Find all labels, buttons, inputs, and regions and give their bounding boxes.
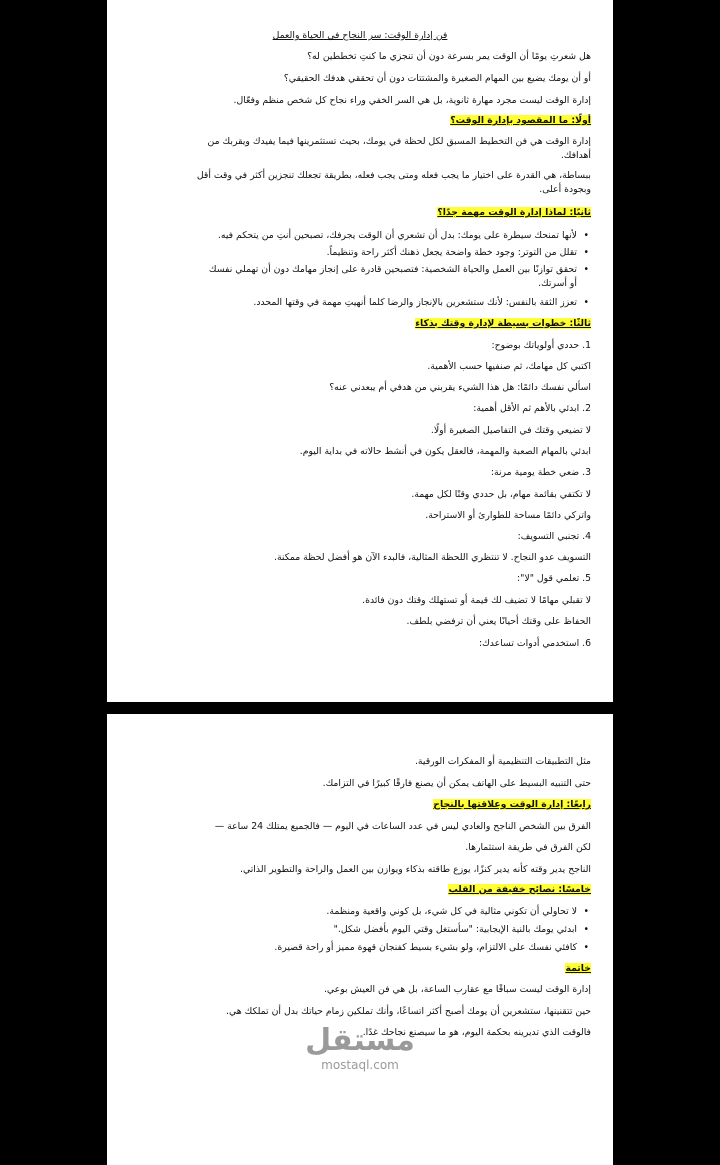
tip-bullet: • كافئي نفسك على الالتزام، ولو بشيء بسيط كفنجان قهوة مميز أو راحة قصيرة. — [129, 942, 591, 954]
why-bullet: • لأنها تمنحك سيطرة على يومك: بدل أن تشعري أن الوقت يجرفك، تصبحين أنتِ من يتحكم فيه. — [129, 230, 591, 242]
section-heading-3: ثالثًا: خطوات بسيطة لإدارة وقتك بذكاء — [415, 318, 591, 329]
why-bullet: • تحقق توازنًا بين العمل والحياة الشخصية: فتصبحين قادرة على إنجاز مهامك دون أن تهملي نفسك — [129, 264, 591, 276]
document-page-1 — [107, 0, 613, 702]
intro-line-3: إدارة الوقت ليست مجرد مهارة ثانوية، بل هي السر الخفي وراء نجاح كل شخص منظم وفعّال. — [233, 95, 591, 106]
step-text: اسألي نفسك دائمًا: هل هذا الشيء يقربني من هدفي أم يبعدني عنه؟ — [329, 382, 591, 393]
step-heading: 3. ضعي خطة يومية مرنة: — [490, 467, 591, 478]
why-bullet: • تقلل من التوتر: وجود خطة واضحة يجعل ذهنك أكثر راحة وتنظيماً. — [129, 247, 591, 259]
tools-line: مثل التطبيقات التنظيمية أو المفكرات الورقية. — [414, 756, 591, 767]
tip-bullet: • ابدئي يومك بالنية الإيجابية: "سأستغل وقتي اليوم بأفضل شكل." — [129, 924, 591, 936]
step-text: ابدئي بالمهام الصعبة والمهمة، فالعقل يكون في أنشط حالاته في بداية اليوم. — [299, 446, 591, 457]
document-title: فن إدارة الوقت: سر النجاح في الحياة والعمل — [272, 30, 448, 41]
step-heading: 2. ابدئي بالأهم ثم الأقل أهمية: — [473, 403, 591, 414]
step-text: التسويف عدو النجاح. لا تنتظري اللحظة المثالية، فالبدء الآن هو أفضل لحظة ممكنة. — [273, 552, 591, 563]
intro-line-2: أو أن يومك يضيع بين المهام الصغيرة والمشتتات دون أن تحققي هدفك الحقيقي؟ — [283, 73, 591, 84]
success-line-a: الفرق بين الشخص الناجح والعادي ليس في عدد الساعات في اليوم — فالجميع يمتلك 24 ساعة — — [214, 821, 591, 832]
conclusion-line: فالوقت الذي تديرينه بحكمة اليوم، هو ما سيصنع نجاحك غدًا. — [362, 1027, 591, 1038]
tip-bullet: • لا تحاولي أن تكوني مثالية في كل شيء، بل كوني واقعية ومنظمة. — [129, 906, 591, 918]
watermark-arabic: مستقل — [305, 1023, 415, 1058]
step-text: واتركي دائمًا مساحة للطوارئ أو الاستراحة. — [425, 510, 591, 521]
step-text: اكتبي كل مهامك، ثم صنفيها حسب الأهمية. — [427, 361, 591, 372]
step-text: لا تكتفي بقائمة مهام، بل حددي وقتًا لكل مهمة. — [411, 489, 591, 500]
step-heading: 1. حددي أولوياتك بوضوح: — [491, 340, 591, 351]
watermark-url: mostaql.com — [321, 1058, 399, 1072]
step-text: الحفاظ على وقتك أحيانًا يعني أن ترفضي بلطف. — [406, 616, 591, 627]
definition-line-2b: وبجودة أعلى. — [539, 184, 591, 195]
section-heading-5: خامسًا: نصائح خفيفة من القلب — [448, 884, 591, 895]
step-text: لا تقبلي مهامًا لا تضيف لك قيمة أو تستهلك وقتك دون فائدة. — [362, 595, 591, 606]
section-heading-2: ثانيًا: لماذا إدارة الوقت مهمة جدًا؟ — [437, 207, 591, 218]
step-heading: 5. تعلمي قول "لا": — [516, 573, 591, 584]
mostaql-watermark — [0, 1024, 720, 1072]
definition-line-1b: أهدافك. — [560, 150, 591, 161]
intro-line-1: هل شعرتِ يومًا أن الوقت يمر بسرعة دون أن تنجزي ما كنتِ تخططين له؟ — [307, 51, 591, 62]
definition-line-2a: ببساطة، هي القدرة على اختيار ما يجب فعله ومتى يجب فعله، بطريقة تجعلك تنجزين أكثر في وقت أقل — [196, 170, 591, 181]
step-text: لا تضيعي وقتك في التفاصيل الصغيرة أولًا. — [430, 425, 591, 436]
step-heading: 4. تجنبي التسويف: — [517, 531, 591, 542]
success-line-c: الناجح يدير وقته كأنه يدير كنزًا، يوزع طاقته بذكاء ويوازن بين العمل والراحة والتطوير الذاتي. — [240, 864, 591, 875]
tools-line: حتى التنبيه البسيط على الهاتف يمكن أن يصنع فارقًا كبيرًا في التزامك. — [322, 778, 591, 789]
definition-line-1a: إدارة الوقت هي فن التخطيط المسبق لكل لحظة في يومك، بحيث تستثمرينها فيما يفيدك ويقربك من — [207, 136, 591, 147]
document-page-2 — [107, 714, 613, 1165]
section-heading-conclusion: خاتمة — [565, 963, 591, 974]
step-heading: 6. استخدمي أدوات تساعدك: — [478, 638, 591, 649]
section-heading-4: رابعًا: إدارة الوقت وعلاقتها بالنجاح — [433, 799, 591, 810]
why-bullet-continuation: أو أسرتك. — [538, 278, 577, 289]
conclusion-line: إدارة الوقت ليست سباقًا مع عقارب الساعة، بل هي فن العيش بوعي. — [323, 984, 591, 995]
conclusion-line: حين تتقنينها، ستشعرين أن يومك أصبح أكثر اتساعًا، وأنك تملكين زمام حياتك بدل أن تملكك هي. — [226, 1006, 591, 1017]
section-heading-1: أولًا: ما المقصود بإدارة الوقت؟ — [450, 115, 591, 126]
success-line-b: لكن الفرق في طريقة استثمارها. — [465, 842, 591, 853]
why-bullet: • تعزز الثقة بالنفس: لأنك ستشعرين بالإنجاز والرضا كلما أنهيتِ مهمة في وقتها المحدد. — [129, 297, 591, 309]
